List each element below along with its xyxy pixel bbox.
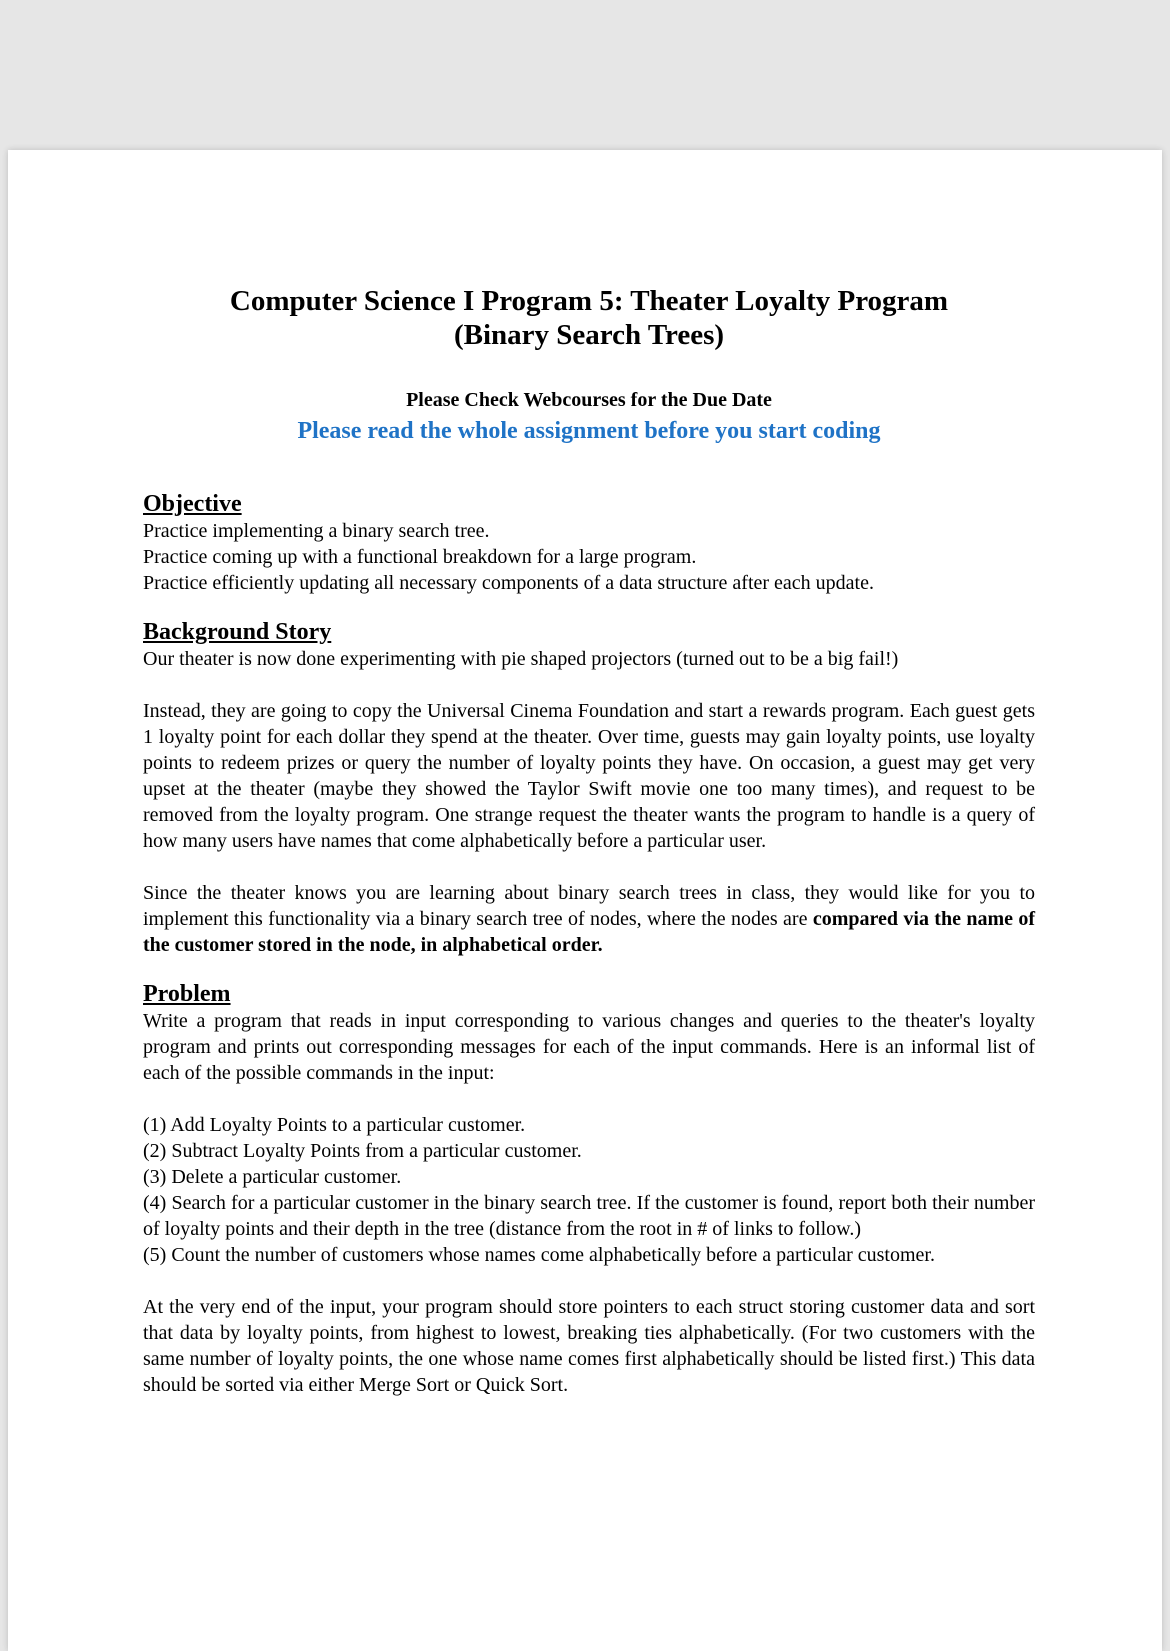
objective-line: Practice coming up with a functional breakdown for a large program.: [143, 546, 697, 568]
background-paragraph-2: Instead, they are going to copy the Universal Cinema Foundation and start a rewards program. Each guest gets 1 loyalty point for each dollar they spend at the theater. Over time, guests may gain loyalty points, use loyalty points to redeem prizes or query the number of loyalty points they have. On occasion, a guest may get very upset at the theater (maybe they showed the Taylor Swift movie one too many times), and request to be removed from the loyalty program. One strange request the theater wants the program to handle is a query of how many users have names that come alphabetically before a particular user.: [143, 700, 1035, 852]
title-line-1: Computer Science I Program 5: Theater Loyalty Program: [229, 285, 949, 317]
background-paragraph-1: Our theater is now done experimenting with pie shaped projectors (turned out to be a big fail!): [143, 648, 899, 670]
title-line-2: (Binary Search Trees): [453, 319, 725, 351]
command-list-item: (5) Count the number of customers whose names come alphabetically before a particular customer.: [143, 1244, 935, 1266]
due-date-note: Please Check Webcourses for the Due Date: [406, 389, 772, 411]
command-list-item: (4) Search for a particular customer in the binary search tree. If the customer is found, report both their number of loyalty points and their depth in the tree (distance from the root in # of links to follow.): [143, 1192, 1035, 1240]
document-page: [8, 150, 1162, 1651]
problem-closing: At the very end of the input, your program should store pointers to each struct storing customer data and sort that data by loyalty points, from highest to lowest, breaking ties alphabetically. (For two customers with the same number of loyalty points, the one whose name comes first alphabetically should be listed first.) This data should be sorted via either Merge Sort or Quick Sort.: [143, 1296, 1035, 1396]
viewer-toolbar-area: [0, 0, 1170, 150]
objective-heading: Objective: [143, 491, 242, 517]
problem-heading: Problem: [143, 981, 231, 1007]
page-content: [143, 284, 1035, 1398]
command-list-item: (2) Subtract Loyalty Points from a particular customer.: [143, 1140, 582, 1162]
background-paragraph-3-bold: compared via the name of the customer stored in the node, in alphabetical order.: [143, 908, 1036, 956]
background-heading: Background Story: [143, 619, 332, 645]
objective-line: Practice efficiently updating all necessary components of a data structure after each update.: [143, 572, 874, 594]
problem-intro: Write a program that reads in input corresponding to various changes and queries to the theater's loyalty program and prints out corresponding messages for each of the input commands. Here is an informal list of each of the possible commands in the input:: [143, 1010, 1035, 1084]
background-paragraph-3-text: Since the theater knows you are learning about binary search trees in class, they would like for you to implement this functionality via a binary search tree of nodes, where the nodes are: [143, 882, 1035, 930]
command-list-item: (3) Delete a particular customer.: [143, 1166, 402, 1188]
objective-line: Practice implementing a binary search tree.: [143, 520, 490, 542]
command-list-item: (1) Add Loyalty Points to a particular customer.: [143, 1114, 526, 1136]
command-list: [143, 1112, 1035, 1268]
read-assignment-note: Please read the whole assignment before you start coding: [297, 418, 881, 444]
background-paragraph-3: [143, 880, 1035, 958]
